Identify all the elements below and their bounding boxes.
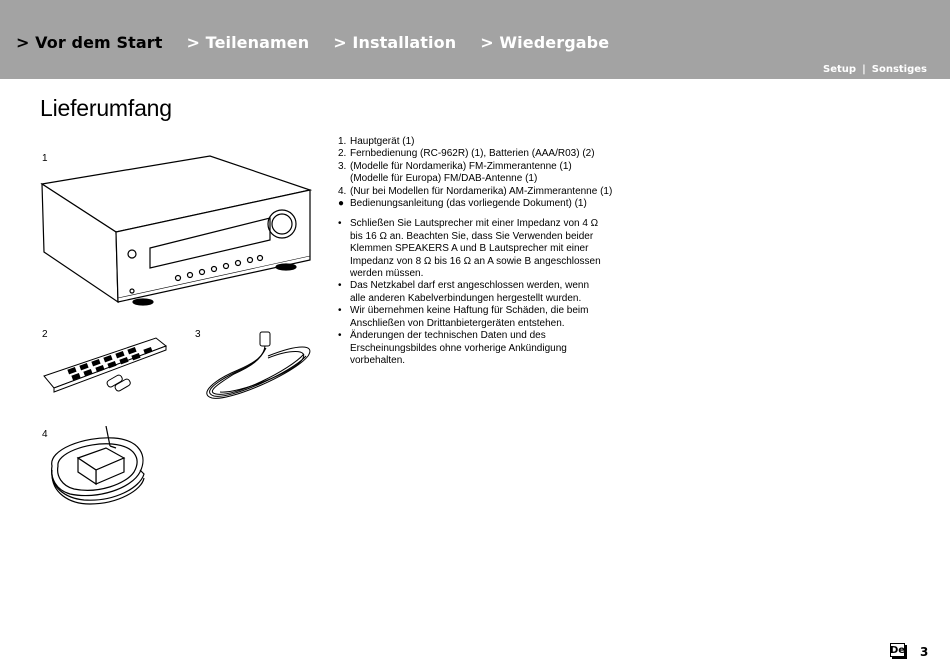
note-bullet-icon: • [338,330,342,342]
figure-number-4: 4 [42,429,48,440]
contents-text [338,136,628,367]
fm-antenna-illustration [198,330,318,402]
note-line: Schließen Sie Lautsprecher mit einer Impedanz von 4 Ω [350,218,599,230]
note-line: Das Netzkabel darf erst angeschlossen werden, wenn [350,280,590,292]
item-text: (Nur bei Modellen für Nordamerika) AM-Zimmerantenne (1) [350,185,613,197]
list-item [338,161,628,173]
note-line: Erscheinungsbildes ohne vorherige Ankündigung [350,342,567,354]
item-number: 3. [338,160,347,172]
note-bullet-icon: • [338,305,342,317]
subnav-separator: | [862,64,866,75]
note-line: alle anderen Kabelverbindungen hergestellt wurden. [350,292,582,304]
figure-number-2: 2 [42,329,48,340]
note-line: Impedanz von 8 Ω bis 16 Ω an A sowie B angeschlossen [350,255,601,267]
note-line: Änderungen der technischen Daten und des [350,330,546,342]
note-item [338,218,628,280]
top-navigation-bar [0,0,950,79]
note-text [350,218,601,280]
note-item [338,280,628,305]
item-text-continued: (Modelle für Europa) FM/DAB-Antenne (1) [350,173,538,185]
item-text: Hauptgerät (1) [350,136,415,147]
note-line: bis 16 Ω an. Beachten Sie, dass Sie Verwenden beider [350,230,594,242]
page-number: 3 [920,645,929,659]
language-badge: De [889,644,906,656]
list-item [338,136,628,148]
remote-control-illustration [40,334,170,404]
item-text: (Modelle für Nordamerika) FM-Zimmerantenne (1) [350,160,572,172]
note-line: Wir übernehmen keine Haftung für Schäden, die beim [350,305,589,317]
nav-installation[interactable]: > Installation [333,33,457,52]
note-text [350,305,588,330]
note-bullet-icon: • [338,280,342,292]
item-number: 2. [338,148,347,160]
item-number: 1. [338,136,347,147]
notes-list [338,218,628,367]
bullet-icon: ● [338,198,345,210]
section-nav [16,33,633,52]
note-line: werden müssen. [350,268,424,280]
subnav [823,64,927,75]
nav-teilenamen[interactable]: > Teilenamen [186,33,310,52]
av-receiver-illustration [38,150,318,310]
note-item [338,305,628,330]
note-line: Klemmen SPEAKERS A und B Lautsprecher mit einer [350,243,589,255]
item-text: Fernbedienung (RC-962R) (1), Batterien (AAA/R03) (2) [350,148,595,160]
figure-number-1: 1 [42,153,48,164]
item-number: 4. [338,185,347,197]
subnav-setup[interactable]: Setup [823,64,857,75]
note-text [350,330,567,367]
list-item [338,186,628,198]
figure-number-3: 3 [195,329,201,340]
note-item [338,330,628,367]
list-item [338,148,628,160]
note-bullet-icon: • [338,218,342,230]
nav-wiedergabe[interactable]: > Wiedergabe [480,33,610,52]
nav-vor-dem-start[interactable]: > Vor dem Start [16,33,163,52]
note-text [350,280,589,305]
subnav-sonstiges[interactable]: Sonstiges [871,64,927,75]
item-text: Bedienungsanleitung (das vorliegende Dokument) (1) [350,198,587,210]
am-loop-antenna-illustration [44,426,148,510]
note-line: vorbehalten. [350,354,406,366]
note-line: Anschließen von Drittanbietergeräten entstehen. [350,317,565,329]
page-title: Lieferumfang [40,95,172,121]
list-item [338,198,628,210]
